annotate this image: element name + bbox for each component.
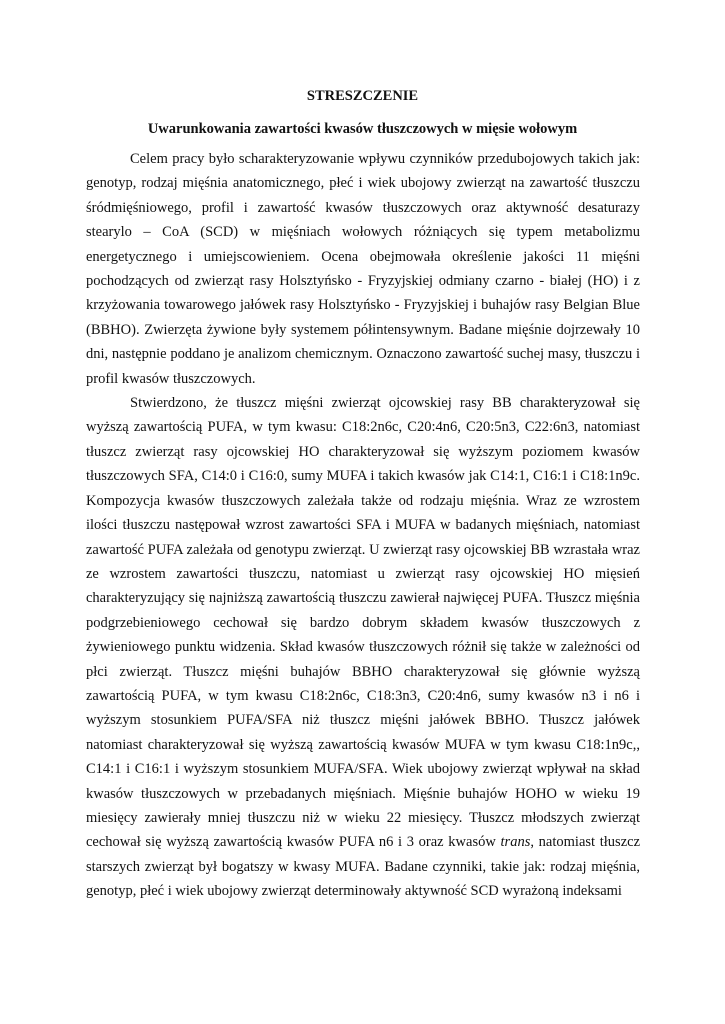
paragraph-2 bbox=[86, 391, 640, 904]
paragraph-1: Celem pracy było scharakteryzowanie wpływu czynników przedubojowych takich jak: genotyp, rodzaj mięśnia anatomicznego, płeć i wiek ubojowy zwierząt na zawartość tłuszczu śródmięśniowego, profil i zawartość kwasów tłuszczowych oraz aktywność desaturazy stearylo – CoA (SCD) w mięśniach wołowych różniących się typem metabolizmu energetycznego i umiejscowieniem. Ocena obejmowała określenie jakości 11 mięśni pochodzących od zwierząt rasy Holsztyńsko - Fryzyjskiej odmiany czarno - białej (HO) i z krzyżowania towarowego jałówek rasy Holsztyńsko - Fryzyjskiej i buhajów rasy Belgian Blue (BBHO). Zwierzęta żywione były systemem półintensywnym. Badane mięśnie dojrzewały 10 dni, następnie poddano je analizom chemicznym. Oznaczono zawartość suchej masy, tłuszczu i profil kwasów tłuszczowych. bbox=[86, 151, 640, 387]
paragraph-2-text-end: , natomiast tłuszcz starszych zwierząt był bogatszy w kwasy MUFA. Badane czynniki, takie jak: rodzaj mięśnia, genotyp, płeć i wiek ubojowy zwierząt determinowały aktywność SCD wyrażoną indeksami bbox=[86, 834, 641, 900]
paragraph-2-italic-term: trans bbox=[500, 834, 531, 851]
document-body bbox=[86, 147, 640, 904]
document-subtitle: Uwarunkowania zawartości kwasów tłuszczowych w mięsie wołowym bbox=[147, 121, 578, 137]
paragraph-2-text-start: Stwierdzono, że tłuszcz mięśni zwierząt ojcowskiej rasy BB charakteryzował się wyższą zawartością PUFA, w tym kwasu: C18:2n6c, C20:4n6, C20:5n3, C22:6n3, natomiast tłuszcz zwierząt rasy ojcowskiej HO charakteryzował się wyższym poziomem kwasów tłuszczowych SFA, C14:0 i C16:0, sumy MUFA i takich kwasów jak C14:1, C16:1 i C18:1n9c. Kompozycja kwasów tłuszczowych zależała także od rodzaju mięśnia. Wraz ze wzrostem ilości tłuszczu następował wzrost zawartości SFA i MUFA w badanych mięśniach, natomiast zawartość PUFA zależała od genotypu zwierząt. U zwierząt rasy ojcowskiej BB wzrastała wraz ze wzrostem zawartości tłuszczu, natomiast u zwierząt rasy ojcowskiej HO mięsień charakteryzujący się najniższą zawartością tłuszczu zawierał najwięcej PUFA. Tłuszcz mięśnia podgrzebieniowego cechował się bardzo dobrym składem kwasów tłuszczowych z żywieniowego punktu widzenia. Skład kwasów tłuszczowych różnił się także w zależności od płci zwierząt. Tłuszcz mięśni buhajów BBHO charakteryzował się głównie wyższą zawartością PUFA, w tym kwasu C18:2n6c, C18:3n3, C20:4n6, sumy kwasów n3 i n6 i wyższym stosunkiem PUFA/SFA niż tłuszcz mięśni jałówek BBHO. Tłuszcz jałówek natomiast charakteryzował się wyższą zawartością kwasów MUFA w tym kwasu C18:1n9c,, C14:1 i C16:1 i wyższym stosunkiem MUFA/SFA. Wiek ubojowy zwierząt wpływał na skład kwasów tłuszczowych w przebadanych mięśniach. Mięśnie buhajów HOHO w wieku 19 miesięcy zawierały mniej tłuszczu niż w wieku 22 miesięcy. Tłuszcz młodszych zwierząt cechował się wyższą zawartością kwasów PUFA n6 i 3 oraz kwasów bbox=[86, 395, 640, 851]
document-title: STRESZCZENIE bbox=[306, 88, 419, 104]
